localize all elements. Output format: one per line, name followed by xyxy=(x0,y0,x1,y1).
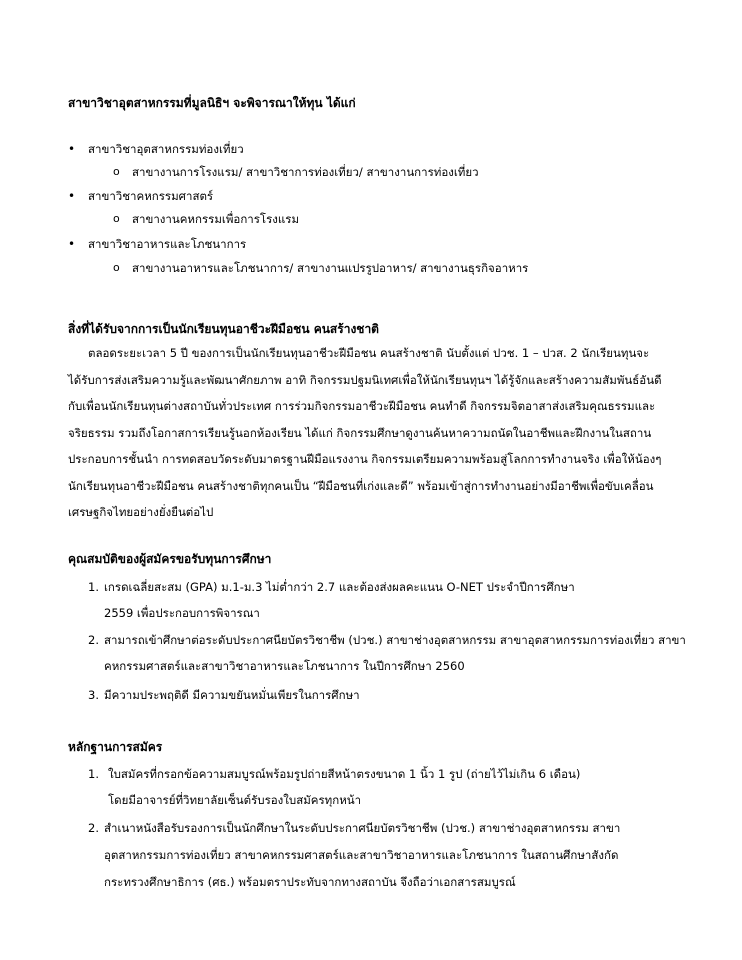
circle-bullet-icon: o xyxy=(113,261,120,274)
section-heading-benefits: สิ่งที่ได้รับจากการเป็นนักเรียนทุนอาชีวะฝีมือชน คนสร้างชาติ xyxy=(68,322,379,336)
document-requirement-line: ใบสมัครที่กรอกข้อความสมบูรณ์พร้อมรูปถ่ายสีหน้าตรงขนาด 1 นิ้ว 1 รูป (ถ่ายไว้ไม่เกิน 6 เดือน) xyxy=(108,767,581,781)
sub-field-food-nutrition: สาขางานอาหารและโภชนาการ/ สาขางานแปรรูปอาหาร/ สาขางานธุรกิจอาหาร xyxy=(132,261,529,275)
section-heading-application-documents: หลักฐานการสมัคร xyxy=(68,740,163,754)
field-item-tourism: สาขาวิชาอุตสาหกรรมท่องเที่ยว xyxy=(88,142,244,156)
benefits-paragraph-line: เศรษฐกิจไทยอย่างยั่งยืนต่อไป xyxy=(68,505,214,519)
list-number: 1. xyxy=(88,767,99,781)
document-requirement-line: กระทรวงศึกษาธิการ (ศธ.) พร้อมตราประทับจากทางสถาบัน จึงถือว่าเอกสารสมบูรณ์ xyxy=(104,875,516,889)
sub-field-home-economics: สาขางานคหกรรมเพื่อการโรงแรม xyxy=(132,212,300,226)
section-heading-qualifications: คุณสมบัติของผู้สมัครขอรับทุนการศึกษา xyxy=(68,552,272,566)
benefits-paragraph-line: จริยธรรม รวมถึงโอกาสการเรียนรู้นอกห้องเรียน ได้แก่ กิจกรรมศึกษาดูงานค้นหาความถนัดในอาชีพและฝึกงานในสถาน xyxy=(68,426,652,440)
document-requirement-line: โดยมีอาจารย์ที่วิทยาลัยเซ็นต์รับรองใบสมัครทุกหน้า xyxy=(108,793,362,807)
qualification-line: มีความประพฤติดี มีความขยันหมั่นเพียรในการศึกษา xyxy=(104,688,360,702)
list-number: 1. xyxy=(88,580,99,594)
qualification-line: 2559 เพื่อประกอบการพิจารณา xyxy=(104,606,260,620)
bullet-icon: • xyxy=(68,237,76,251)
benefits-paragraph-line: นักเรียนทุนอาชีวะฝีมือชน คนสร้างชาติทุกคนเป็น “ฝีมือชนที่เก่งและดี” พร้อมเข้าสู่การทำงานอย่างมีอาชีพเพื่อขับเคลื่อน xyxy=(68,479,654,493)
benefits-paragraph-line: ได้รับการส่งเสริมความรู้และพัฒนาศักยภาพ อาทิ กิจกรรมปฐมนิเทศเพื่อให้นักเรียนทุนฯ ได้รู้จักและสร้างความสัมพันธ์อันดี xyxy=(68,373,662,387)
document-requirement-line: อุตสาหกรรมการท่องเที่ยว สาขาคหกรรมศาสตร์และสาขาวิชาอาหารและโภชนาการ ในสถานศึกษาสังกัด xyxy=(104,848,619,862)
list-number: 2. xyxy=(88,821,99,835)
bullet-icon: • xyxy=(68,142,76,156)
qualification-line: เกรดเฉลี่ยสะสม (GPA) ม.1-ม.3 ไม่ต่ำกว่า 2.7 และต้องส่งผลคะแนน O-NET ประจำปีการศึกษา xyxy=(104,580,575,594)
qualification-line: สามารถเข้าศึกษาต่อระดับประกาศนียบัตรวิชาชีพ (ปวช.) สาขาช่างอุตสาหกรรม สาขาอุตสาหกรรมการท่องเที่ยว สาขา xyxy=(104,633,686,647)
list-number: 3. xyxy=(88,688,99,702)
field-item-home-economics: สาขาวิชาคหกรรมศาสตร์ xyxy=(88,189,214,203)
qualification-line: คหกรรมศาสตร์และสาขาวิชาอาหารและโภชนาการ ในปีการศึกษา 2560 xyxy=(104,659,465,673)
benefits-paragraph-line: ตลอดระยะเวลา 5 ปี ของการเป็นนักเรียนทุนอาชีวะฝีมือชน คนสร้างชาติ นับตั้งแต่ ปวช. 1 – ปวส. 2 นักเรียนทุนจะ xyxy=(88,346,650,360)
circle-bullet-icon: o xyxy=(113,165,120,178)
bullet-icon: • xyxy=(68,189,76,203)
benefits-paragraph-line: กับเพื่อนนักเรียนทุนต่างสถาบันทั่วประเทศ การร่วมกิจกรรมอาชีวะฝีมือชน คนทำดี กิจกรรมจิตอาสาส่งเสริมคุณธรรมและ xyxy=(68,399,656,413)
field-item-food-nutrition: สาขาวิชาอาหารและโภชนาการ xyxy=(88,237,247,251)
section-heading-eligible-fields: สาขาวิชาอุตสาหกรรมที่มูลนิธิฯ จะพิจารณาให้ทุน ได้แก่ xyxy=(68,96,356,110)
list-number: 2. xyxy=(88,633,99,647)
circle-bullet-icon: o xyxy=(113,212,120,225)
sub-field-tourism: สาขางานการโรงแรม/ สาขาวิชาการท่องเที่ยว/ สาขางานการท่องเที่ยว xyxy=(132,165,479,179)
document-requirement-line: สำเนาหนังสือรับรองการเป็นนักศึกษาในระดับประกาศนียบัตรวิชาชีพ (ปวช.) สาขาช่างอุตสาหกรรม สาขา xyxy=(104,821,621,835)
benefits-paragraph-line: ประกอบการชั้นนำ การทดสอบวัดระดับมาตรฐานฝีมือแรงงาน กิจกรรมเตรียมความพร้อมสู่โลกการทำงานจริง เพื่อให้น้องๆ xyxy=(68,452,662,466)
